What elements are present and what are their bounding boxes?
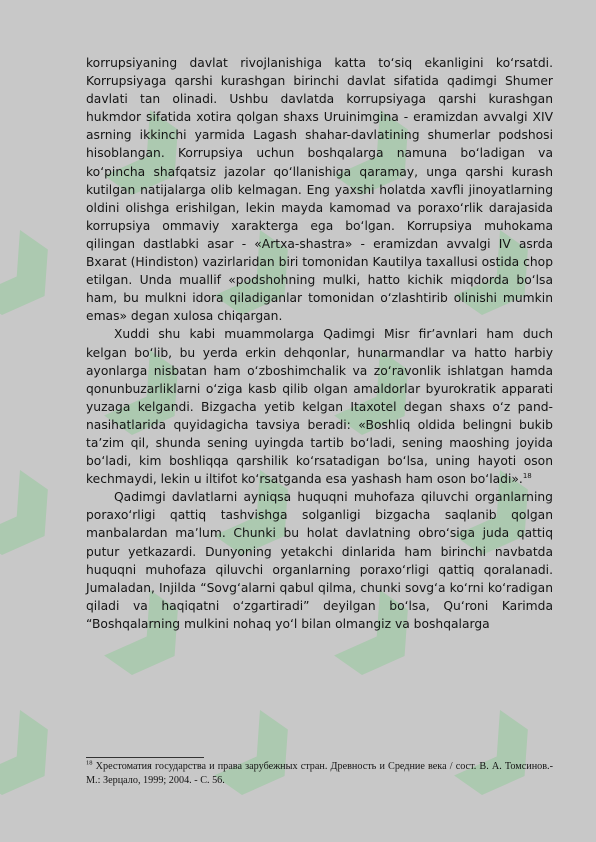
- footnote-number: 18: [86, 759, 93, 767]
- paragraph-2-text: Xuddi shu kabi muammolarga Qadimgi Misr firʼavnlari ham duch kelgan boʻlib, bu yerda erkin dehqonlar, hunarmandlar va hatto harbiy ayonlarga nisbatan ham oʻzboshimchalik va zoʻravonlik ishlatgan hamda qonunbuzarliklarni oʻziga kasb qilib olgan amaldorlar byurokratik apparati yuzaga kelgandi. Bizgacha yetib kelgan Itaxotel degan shaxs oʻz pand-nasihatlarida quyidagicha tavsiya beradi: «Boshliq oldida belingni bukib taʼzim qil, shunda sening uyingda tartib boʻladi, sening maoshing joyida boʻladi, kim boshliqqa qarshilik koʻrsatadigan boʻlsa, uning hayoti oson kechmaydi, lekin u iltifot koʻrsatganda esa yashash ham oson boʻladi».: [86, 327, 553, 487]
- footnote-divider: [86, 757, 204, 758]
- footnote: [86, 760, 553, 788]
- footnote-reference[interactable]: 18: [522, 472, 532, 481]
- footnote-text: Хрестоматия государства и права зарубежных стран. Древность и Средние века / сост. В. А. Томсинов.- М.: Зерцало, 1999; 2004. - С. 56.: [86, 761, 553, 786]
- paragraph-2: [86, 325, 553, 488]
- paragraph-3: Qadimgi davlatlarni ayniqsa huquqni muhofaza qiluvchi organlarning poraxoʻrligi qattiq tashvishga solganligi bizgacha saqlanib qolgan manbalardan maʼlum. Chunki bu holat davlatning obroʻsiga juda qattiq putur yetkazardi. Dunyoning yetakchi dinlarida ham birinchi navbatda huquqni muhofaza qiluvchi organlarning poraxoʻrligi qattiq qoralanadi. Jumaladan, Injilda “Sovgʻalarni qabul qilma, chunki sovgʻa koʻrni koʻradigan qiladi va haqiqatni oʻzgartiradi” deyilgan boʻlsa, Quʻroni Karimda “Boshqalarning mulkini nohaq yoʻl bilan olmangiz va boshqalarga: [86, 490, 553, 631]
- page-body: [86, 54, 553, 633]
- watermark-mark: [0, 710, 68, 809]
- watermark-mark: [0, 470, 68, 569]
- watermark-mark: [0, 230, 68, 329]
- paragraph-1: korrupsiyaning davlat rivojlanishiga katta toʻsiq ekanligini koʻrsatdi. Korrupsiyaga qarshi kurashgan birinchi davlat sifatida qadimgi Shumer davlati tan olinadi. Ushbu davlatda korrupsiyaga qarshi kurashgan hukmdor sifatida xotira qolgan shaxs Uruinimgina - eramizdan avvalgi XIV asrning ikkinchi yarmida Lagash shahar-davlatining shumerlar podshosi hisoblangan. Korrupsiya uchun boshqalarga namuna boʻladigan va koʻpincha shafqatsiz jazolar qoʻllanishiga qaramay, unga qarshi kurash kutilgan natijalarga olib kelmagan. Eng yaxshi holatda xavfli jinoyatlarning oldini olishga erishilgan, lekin mayda kamomad va poraxoʻrlik darajasida korrupsiya ommaviy xarakterga ega boʻlgan. Korrupsiya muhokama qilingan dastlabki asar - «Artxa-shastra» - eramizdan avvalgi IV asrda Bxarat (Hindiston) vazirlaridan biri tomonidan Kautilya taxallusi ostida chop etilgan. Unda muallif «podshohning mulki, hatto kichik miqdorda boʻlsa ham, bu mulkni idora qiladiganlar tomonidan oʻzlashtirib olinishi mumkin emas» degan xulosa chiqargan.: [86, 56, 553, 324]
